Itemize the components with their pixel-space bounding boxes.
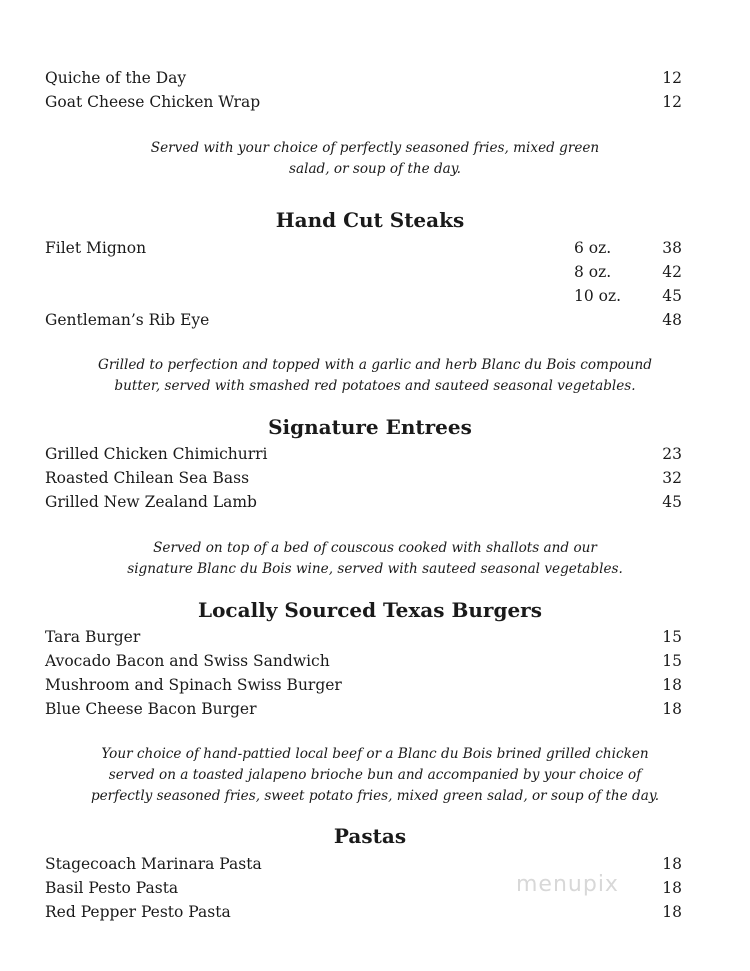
item-price: 38 — [662, 239, 682, 257]
item-price: 23 — [662, 445, 682, 463]
item-size: 6 oz. — [574, 239, 612, 257]
item-price: 18 — [662, 855, 682, 873]
section-heading-pastas: Pastas — [333, 824, 407, 848]
description-line: perfectly seasoned fries, sweet potato fries, mixed green salad, or soup of the day. — [90, 788, 660, 804]
item-size: 10 oz. — [574, 287, 622, 305]
item-price: 45 — [662, 287, 682, 305]
item-name: Gentleman’s Rib Eye — [45, 311, 210, 329]
description-line: served on a toasted jalapeno brioche bun and accompanied by your choice of — [108, 767, 642, 783]
item-name: Goat Cheese Chicken Wrap — [45, 93, 261, 111]
item-price: 12 — [662, 93, 682, 111]
item-price: 12 — [662, 69, 682, 87]
burgers-description — [0, 744, 750, 807]
section-heading-burgers: Locally Sourced Texas Burgers — [198, 598, 542, 622]
menu-item — [45, 91, 682, 113]
menu-item — [45, 443, 682, 465]
menu-item — [45, 698, 682, 720]
menu-item — [45, 901, 682, 923]
description-line: butter, served with smashed red potatoes and sauteed seasonal vegetables. — [114, 377, 636, 394]
menu-item — [45, 237, 682, 259]
menu-item — [45, 626, 682, 648]
description-line: Your choice of hand-pattied local beef or a Blanc du Bois brined grilled chicken — [101, 746, 649, 762]
section-heading-steaks: Hand Cut Steaks — [275, 208, 465, 232]
menu-item — [45, 67, 682, 89]
item-price: 45 — [662, 493, 682, 511]
menu-item — [45, 650, 682, 672]
menu-item — [45, 261, 682, 283]
description-line: salad, or soup of the day. — [289, 160, 461, 177]
item-name: Blue Cheese Bacon Burger — [45, 700, 257, 718]
item-name: Basil Pesto Pasta — [45, 879, 179, 897]
item-price: 32 — [662, 469, 682, 487]
item-price: 18 — [662, 903, 682, 921]
item-name: Filet Mignon — [45, 239, 147, 257]
item-name: Grilled Chicken Chimichurri — [45, 445, 268, 463]
item-name: Avocado Bacon and Swiss Sandwich — [45, 652, 330, 670]
item-name: Mushroom and Spinach Swiss Burger — [45, 676, 342, 694]
item-size: 8 oz. — [574, 263, 612, 281]
item-price: 18 — [662, 879, 682, 897]
item-price: 42 — [662, 263, 682, 281]
menu-item — [45, 285, 682, 307]
item-price: 15 — [662, 628, 682, 646]
item-name: Tara Burger — [45, 628, 141, 646]
menu-item — [45, 674, 682, 696]
description-line: signature Blanc du Bois wine, served with sauteed seasonal vegetables. — [127, 560, 623, 577]
description-line: Served with your choice of perfectly seasoned fries, mixed green — [150, 140, 600, 156]
entrees-description — [0, 538, 750, 579]
lunch-description — [0, 138, 750, 179]
item-price: 18 — [662, 700, 682, 718]
watermark-logo: menupix — [516, 872, 619, 897]
section-heading-entrees: Signature Entrees — [268, 415, 472, 439]
menu-item — [45, 309, 682, 331]
item-name: Red Pepper Pesto Pasta — [45, 903, 231, 921]
menu-item — [45, 491, 682, 513]
item-name: Quiche of the Day — [45, 69, 187, 87]
description-line: Grilled to perfection and topped with a garlic and herb Blanc du Bois compound — [97, 357, 653, 373]
item-price: 18 — [662, 676, 682, 694]
steaks-description — [0, 355, 750, 396]
description-line: Served on top of a bed of couscous cooked with shallots and our — [153, 540, 597, 556]
menu-item — [45, 467, 682, 489]
item-price: 48 — [662, 311, 682, 329]
item-price: 15 — [662, 652, 682, 670]
item-name: Grilled New Zealand Lamb — [45, 493, 257, 511]
item-name: Stagecoach Marinara Pasta — [45, 855, 262, 873]
item-name: Roasted Chilean Sea Bass — [45, 469, 250, 487]
